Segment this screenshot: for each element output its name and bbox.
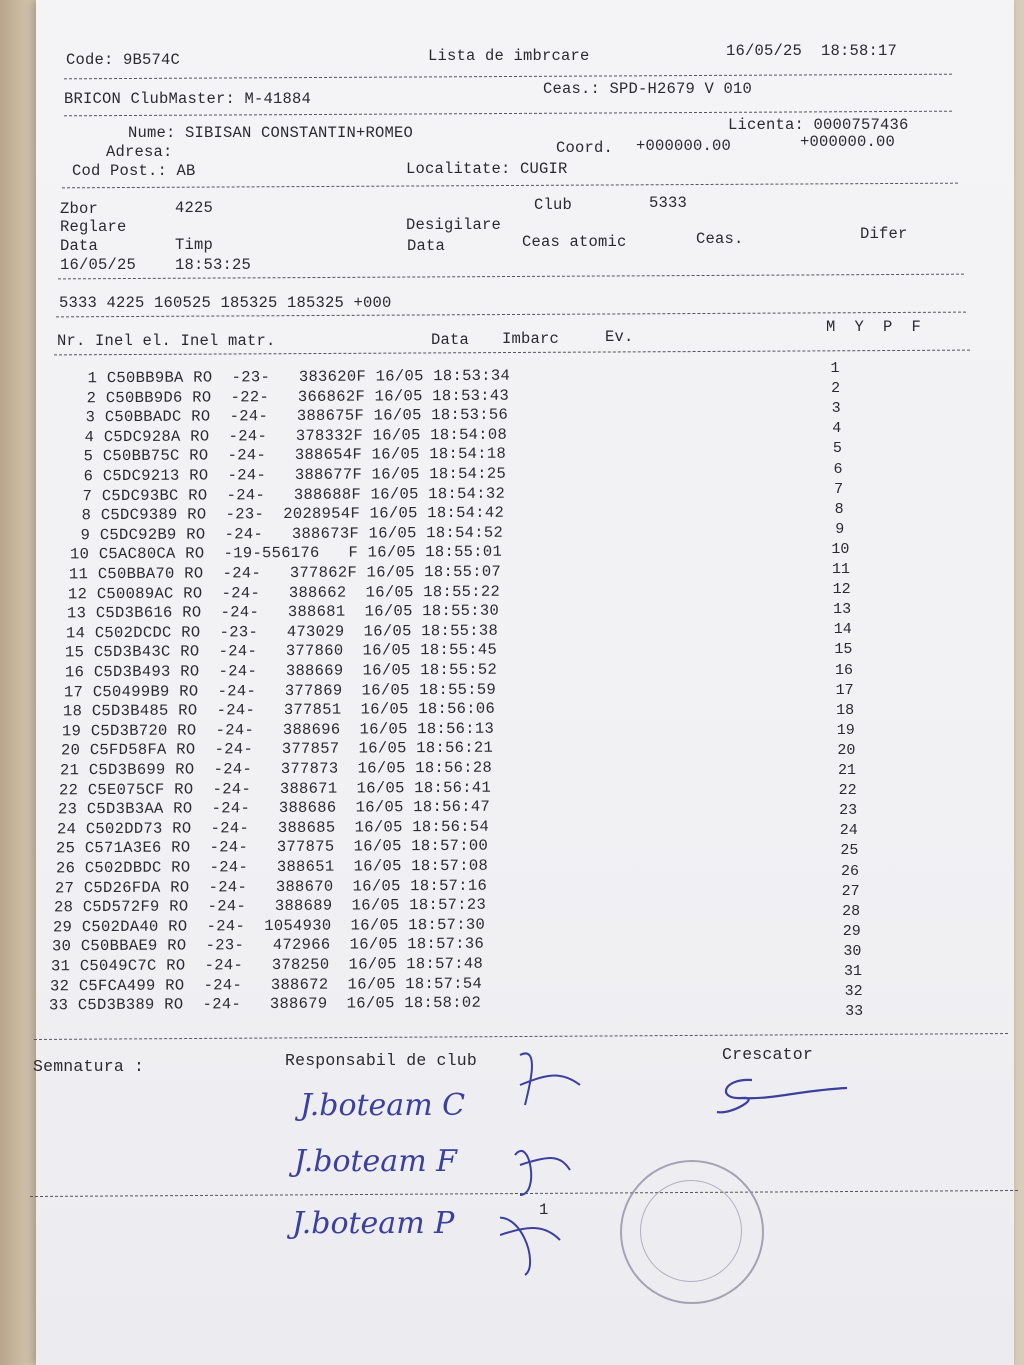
document-title: Lista de imbrcare [428,47,590,65]
m-column-value: 11 [831,561,850,578]
table-row: 21 C5D3B699 RO -24- 377873 16/05 18:56:28 [59,758,493,780]
m-column-value: 25 [840,842,859,860]
clock-id: Ceas.: SPD-H2679 V 010 [543,80,753,98]
table-row: 8 C5DC9389 RO -23- 2028954F 16/05 18:54:42 [71,503,504,525]
breeder-label: Crescator [722,1045,813,1064]
m-column-value: 7 [834,480,844,498]
table-row: 5 C50BB75C RO -24- 388654F 16/05 18:54:18 [74,445,507,466]
m-column-value: 12 [832,581,851,599]
table-row: 20 C5FD58FA RO -24- 377857 16/05 18:56:21 [60,739,494,760]
table-row: 29 C502DA40 RO -24- 1054930 16/05 18:57:30 [52,915,485,937]
code-label: Code: 9B574C [66,51,181,69]
difference-label: Difer [860,225,908,243]
coord-label: Coord. [556,139,614,157]
table-row: 30 C50BBAE9 RO -23- 472966 16/05 18:57:36 [51,935,485,956]
signature-manager-3: J.boteam P [292,1206,455,1241]
m-column-value: 27 [841,882,860,900]
reglare-date-label: Data [60,237,99,255]
m-column-value: 21 [837,762,856,779]
flight-label: Zbor [60,200,99,218]
coord-lon: +000000.00 [800,133,896,151]
table-row: 19 C5D3B720 RO -24- 388696 16/05 18:56:13 [61,719,494,741]
table-row: 12 C50089AC RO -24- 388662 16/05 18:55:22 [68,582,501,603]
m-column-value: 17 [835,681,854,699]
print-datetime: 16/05/25 18:58:17 [726,42,898,60]
column-header-ev: Ev. [605,328,634,346]
m-column-value: 24 [839,822,858,840]
column-header-flags: M Y P F [826,318,922,336]
reglare-time: 18:53:25 [175,256,252,274]
m-column-value: 10 [831,540,850,558]
table-row: 6 C5DC9213 RO -24- 388677F 16/05 18:54:25 [73,464,506,486]
table-row: 15 C5D3B43C RO -24- 377860 16/05 18:55:45 [65,641,498,662]
m-column-value: 23 [839,802,858,820]
table-row: 26 C502DBDC RO -24- 388651 16/05 18:57:08 [55,856,488,878]
m-column-value: 20 [837,741,856,759]
signature-label: Semnatura : [33,1057,145,1076]
table-row: 27 C5D26FDA RO -24- 388670 16/05 18:57:16 [54,876,487,897]
table-row: 16 C5D3B493 RO -24- 388669 16/05 18:55:52 [64,660,497,682]
table-row: 28 C5D572F9 RO -24- 388689 16/05 18:57:23 [53,895,486,917]
desigilare-date-label: Data [407,237,446,255]
table-row: 31 C5049C7C RO -24- 378250 16/05 18:57:48 [50,954,484,976]
club-stamp [620,1160,764,1304]
table-row: 10 C5AC80CA RO -19-556176 F 16/05 18:55:01 [69,543,503,564]
owner-name: Nume: SIBISAN CONSTANTIN+ROMEO [128,124,414,142]
m-column-value: 14 [833,621,852,639]
m-column-value: 26 [840,862,859,880]
m-column-value: 19 [836,721,855,739]
m-column-value: 9 [835,520,845,538]
postal-code: Cod Post.: AB [72,162,196,180]
table-row: 33 C5D3B389 RO -24- 388679 16/05 18:58:02 [49,993,482,1015]
club-label: Club [534,196,573,214]
coord-lat: +000000.00 [636,137,732,155]
table-row: 24 C502DD73 RO -24- 388685 16/05 18:56:54 [57,817,490,839]
table-row: 3 C50BBADC RO -24- 388675F 16/05 18:53:56 [76,405,509,427]
flight-summary: 5333 4225 160525 185325 185325 +000 [59,294,392,312]
address-label: Adresa: [106,143,173,161]
table-row: 7 C5DC93BC RO -24- 388688F 16/05 18:54:32 [72,484,505,505]
m-column-value: 3 [831,400,841,418]
m-column-value: 13 [833,601,852,619]
license-number: Licenta: 0000757436 [728,116,909,134]
club-manager-label: Responsabil de club [285,1051,477,1070]
m-column-value: 18 [836,701,855,719]
table-row: 2 C50BB9D6 RO -22- 366862F 16/05 18:53:43 [77,386,510,407]
clock-label: Ceas. [696,230,744,248]
locality: Localitate: CUGIR [406,160,568,178]
table-row: 11 C50BBA70 RO -24- 377862F 16/05 18:55:07 [68,562,502,584]
m-column-value: 30 [843,942,862,960]
column-header-rings: Nr. Inel el. Inel matr. [57,332,276,350]
initials-scribbles [500,1045,590,1285]
table-row: 32 C5FCA499 RO -24- 388672 16/05 18:57:54 [50,974,483,995]
reglare-time-label: Timp [175,236,214,254]
reglare-label: Reglare [60,218,127,236]
desigilare-label: Desigilare [406,216,502,234]
table-row: 4 C5DC928A RO -24- 378332F 16/05 18:54:08 [75,425,508,447]
signature-manager-2: J.boteam F [294,1144,457,1179]
signature-manager-1: J.boteam C [300,1088,466,1123]
m-column-value: 2 [831,380,841,398]
m-column-value: 1 [830,360,840,377]
table-row: 18 C5D3B485 RO -24- 377851 16/05 18:56:06 [62,699,495,721]
m-column-value: 15 [834,641,853,659]
m-column-value: 33 [845,1003,864,1021]
page-number: 1 [539,1201,549,1219]
m-column-value: 28 [842,902,861,920]
table-row: 23 C5D3B3AA RO -24- 388686 16/05 18:56:47 [58,797,491,819]
clubmaster-id: BRICON ClubMaster: M-41884 [64,90,312,108]
table-row: 13 C5D3B616 RO -24- 388681 16/05 18:55:30 [67,601,500,623]
m-column-value: 6 [833,460,843,478]
column-header-date: Data [431,331,470,349]
breeder-signature [712,1070,852,1120]
reglare-date: 16/05/25 [60,256,137,274]
m-column-value: 32 [844,983,863,1001]
column-header-basketing: Imbarc [502,330,560,348]
table-row: 14 C502DCDC RO -23- 473029 16/05 18:55:38 [66,621,499,643]
table-row: 22 C5E075CF RO -24- 388671 16/05 18:56:41 [59,778,492,799]
m-column-value: 22 [838,782,857,800]
m-column-value: 5 [832,440,842,458]
m-column-value: 29 [842,922,861,940]
table-row: 9 C5DC92B9 RO -24- 388673F 16/05 18:54:52 [70,523,503,545]
table-row: 17 C50499B9 RO -24- 377869 16/05 18:55:59 [63,680,496,701]
atomic-clock-label: Ceas atomic [522,233,627,251]
club-number: 5333 [649,194,688,212]
m-column-value: 31 [843,963,862,980]
m-column-value: 8 [834,500,844,518]
m-column-value: 4 [832,420,842,438]
table-row: 25 C571A3E6 RO -24- 377875 16/05 18:57:00 [56,837,489,858]
flight-number: 4225 [175,199,214,217]
table-row: 1 C50BB9BA RO -23- 383620F 16/05 18:53:34 [77,366,511,388]
m-column-value: 16 [834,661,853,679]
